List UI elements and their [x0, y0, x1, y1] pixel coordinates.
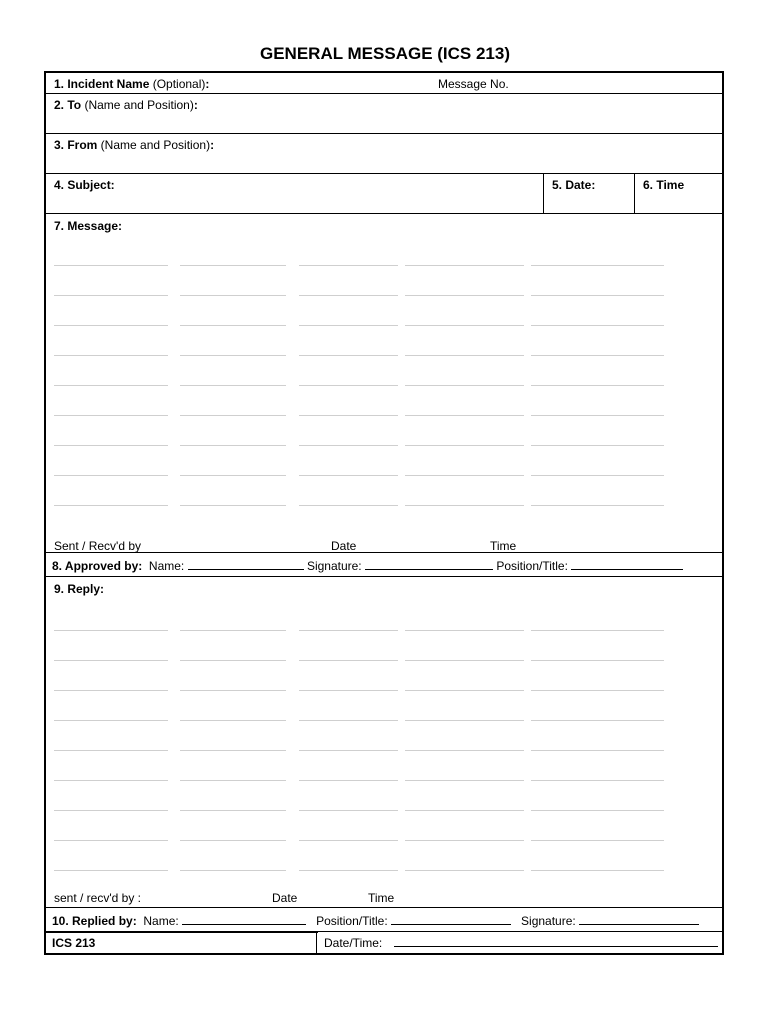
- writing-line[interactable]: [531, 810, 664, 811]
- writing-line[interactable]: [531, 415, 664, 416]
- writing-line[interactable]: [299, 810, 398, 811]
- to-label: 2. To (Name and Position):: [54, 98, 198, 112]
- writing-line[interactable]: [180, 660, 286, 661]
- writing-line[interactable]: [531, 475, 664, 476]
- writing-line[interactable]: [405, 750, 524, 751]
- from-row[interactable]: [46, 134, 722, 174]
- writing-line[interactable]: [299, 325, 398, 326]
- writing-line[interactable]: [531, 660, 664, 661]
- writing-line[interactable]: [405, 385, 524, 386]
- writing-line[interactable]: [54, 630, 168, 631]
- writing-line[interactable]: [180, 415, 286, 416]
- footer-code-border: [46, 932, 318, 933]
- writing-line[interactable]: [405, 505, 524, 506]
- writing-line[interactable]: [180, 475, 286, 476]
- approved-signature-field[interactable]: [365, 559, 493, 570]
- writing-line[interactable]: [531, 385, 664, 386]
- approved-signature-label: Signature:: [306, 559, 362, 573]
- writing-line[interactable]: [299, 780, 398, 781]
- writing-line[interactable]: [54, 445, 168, 446]
- writing-line[interactable]: [180, 810, 286, 811]
- reply-label: 9. Reply:: [54, 582, 105, 596]
- writing-line[interactable]: [531, 445, 664, 446]
- writing-line[interactable]: [531, 295, 664, 296]
- writing-line[interactable]: [54, 265, 168, 266]
- writing-line[interactable]: [299, 870, 398, 871]
- datetime-label: Date/Time:: [324, 936, 383, 950]
- writing-line[interactable]: [405, 780, 524, 781]
- replied-by-line: 10. Replied by: Name: Position/Title: Signature:: [52, 914, 699, 928]
- writing-line[interactable]: [54, 385, 168, 386]
- writing-line[interactable]: [299, 475, 398, 476]
- writing-line[interactable]: [180, 505, 286, 506]
- writing-line[interactable]: [299, 385, 398, 386]
- footer-row: [46, 932, 722, 953]
- writing-line[interactable]: [299, 750, 398, 751]
- writing-line[interactable]: [299, 630, 398, 631]
- writing-line[interactable]: [299, 840, 398, 841]
- writing-line[interactable]: [180, 780, 286, 781]
- writing-line[interactable]: [54, 660, 168, 661]
- reply-time-label: Time: [368, 891, 395, 905]
- message-number-label: Message No.: [438, 77, 509, 91]
- writing-line[interactable]: [531, 780, 664, 781]
- approved-name-label: Name:: [148, 559, 185, 573]
- writing-line[interactable]: [180, 720, 286, 721]
- writing-line[interactable]: [405, 870, 524, 871]
- approved-by-line: 8. Approved by: Name: Signature: Position/Title:: [52, 559, 683, 573]
- form-title: GENERAL MESSAGE (ICS 213): [259, 44, 511, 63]
- replied-name-field[interactable]: [182, 914, 306, 925]
- writing-line[interactable]: [531, 355, 664, 356]
- writing-line[interactable]: [531, 505, 664, 506]
- replied-signature-label: Signature:: [521, 914, 576, 928]
- form-code: ICS 213: [52, 936, 96, 950]
- writing-line[interactable]: [54, 810, 168, 811]
- writing-line[interactable]: [299, 355, 398, 356]
- writing-line[interactable]: [180, 355, 286, 356]
- incident-name-row[interactable]: [46, 73, 722, 94]
- approved-position-label: Position/Title:: [496, 559, 568, 573]
- replied-name-label: Name:: [143, 914, 179, 928]
- writing-line[interactable]: [405, 325, 524, 326]
- writing-line[interactable]: [405, 355, 524, 356]
- writing-line[interactable]: [299, 295, 398, 296]
- writing-line[interactable]: [405, 660, 524, 661]
- writing-line[interactable]: [405, 445, 524, 446]
- approved-row[interactable]: [46, 553, 722, 577]
- ics213-form: [44, 71, 724, 955]
- writing-line[interactable]: [180, 325, 286, 326]
- writing-line[interactable]: [54, 720, 168, 721]
- sent-date-label: Date: [331, 539, 357, 553]
- writing-line[interactable]: [299, 720, 398, 721]
- writing-line[interactable]: [531, 840, 664, 841]
- writing-line[interactable]: [180, 385, 286, 386]
- writing-line[interactable]: [405, 295, 524, 296]
- writing-line[interactable]: [531, 630, 664, 631]
- writing-line[interactable]: [299, 445, 398, 446]
- writing-line[interactable]: [405, 720, 524, 721]
- writing-line[interactable]: [54, 475, 168, 476]
- writing-line[interactable]: [405, 840, 524, 841]
- subject-row[interactable]: [46, 174, 722, 214]
- writing-line[interactable]: [531, 870, 664, 871]
- writing-line[interactable]: [299, 690, 398, 691]
- reply-section[interactable]: [46, 577, 722, 908]
- reply-sent-label: sent / recv'd by :: [54, 891, 141, 905]
- writing-line[interactable]: [54, 840, 168, 841]
- writing-line[interactable]: [405, 810, 524, 811]
- message-section[interactable]: [46, 214, 722, 553]
- writing-line[interactable]: [54, 505, 168, 506]
- from-label: 3. From (Name and Position):: [54, 138, 215, 152]
- replied-signature-field[interactable]: [579, 914, 699, 925]
- writing-line[interactable]: [531, 720, 664, 721]
- writing-line[interactable]: [531, 265, 664, 266]
- writing-line[interactable]: [180, 870, 286, 871]
- writing-line[interactable]: [54, 325, 168, 326]
- sent-time-label: Time: [490, 539, 517, 553]
- subject-label: 4. Subject:: [54, 178, 115, 192]
- writing-line[interactable]: [531, 325, 664, 326]
- writing-line[interactable]: [180, 750, 286, 751]
- writing-line[interactable]: [54, 690, 168, 691]
- to-row[interactable]: [46, 94, 722, 134]
- writing-line[interactable]: [531, 750, 664, 751]
- writing-line[interactable]: [405, 265, 524, 266]
- writing-line[interactable]: [54, 750, 168, 751]
- message-label: 7. Message:: [54, 219, 123, 233]
- writing-line[interactable]: [299, 660, 398, 661]
- writing-line[interactable]: [54, 780, 168, 781]
- writing-line[interactable]: [299, 415, 398, 416]
- writing-line[interactable]: [299, 505, 398, 506]
- writing-line[interactable]: [299, 265, 398, 266]
- writing-line[interactable]: [54, 355, 168, 356]
- incident-name-label: 1. Incident Name (Optional):: [54, 77, 210, 91]
- replied-position-label: Position/Title:: [316, 914, 388, 928]
- writing-line[interactable]: [531, 690, 664, 691]
- writing-line[interactable]: [54, 415, 168, 416]
- writing-line[interactable]: [54, 870, 168, 871]
- datetime-field[interactable]: [394, 936, 718, 947]
- writing-line[interactable]: [405, 475, 524, 476]
- writing-line[interactable]: [405, 630, 524, 631]
- date-label: 5. Date:: [552, 178, 596, 192]
- approved-name-field[interactable]: [188, 559, 304, 570]
- time-label: 6. Time: [643, 178, 685, 192]
- sent-recvd-label: Sent / Recv'd by: [54, 539, 141, 553]
- writing-line[interactable]: [180, 295, 286, 296]
- writing-line[interactable]: [405, 690, 524, 691]
- writing-line[interactable]: [180, 690, 286, 691]
- writing-line[interactable]: [180, 840, 286, 841]
- writing-line[interactable]: [180, 265, 286, 266]
- divider: [634, 174, 635, 214]
- approved-position-field[interactable]: [571, 559, 683, 570]
- writing-line[interactable]: [180, 445, 286, 446]
- divider: [543, 174, 544, 214]
- writing-line[interactable]: [54, 295, 168, 296]
- divider: [316, 932, 317, 953]
- reply-date-label: Date: [272, 891, 298, 905]
- replied-position-field[interactable]: [391, 914, 511, 925]
- writing-line[interactable]: [180, 630, 286, 631]
- writing-line[interactable]: [405, 415, 524, 416]
- replied-row[interactable]: [46, 908, 722, 932]
